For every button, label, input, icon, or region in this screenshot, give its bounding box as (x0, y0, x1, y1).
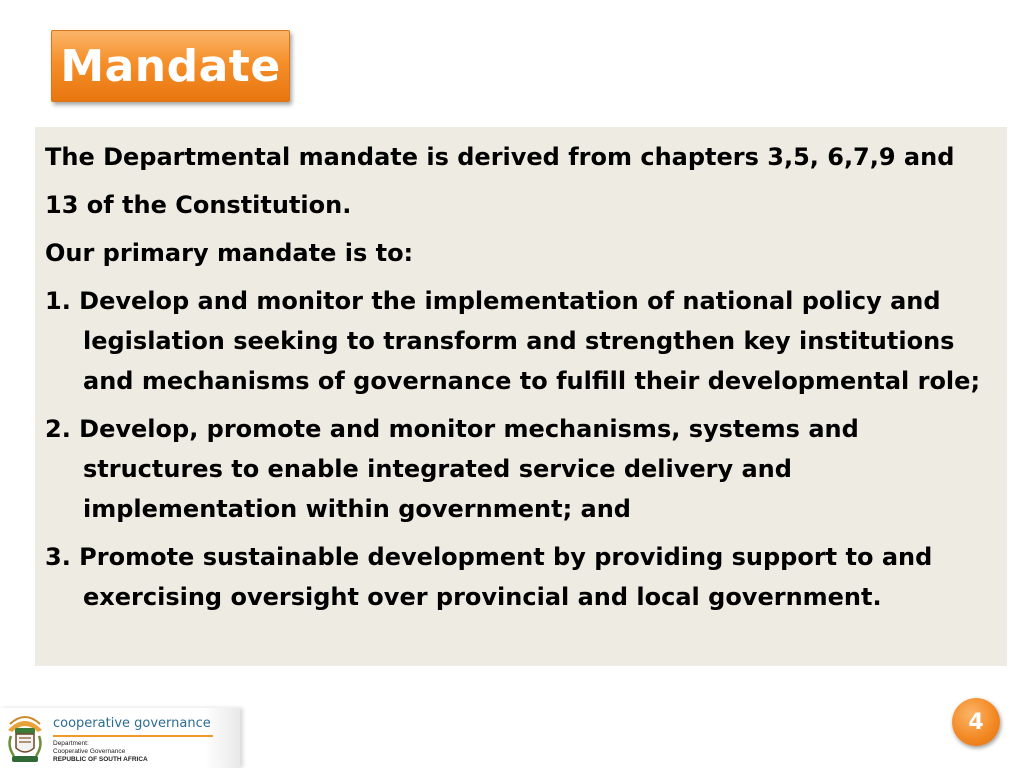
mandate-item-2: 2. Develop, promote and monitor mechanisms, systems and structures to enable integrated service delivery and implementation within government; and (45, 415, 859, 523)
intro-line-2: 13 of the Constitution. (45, 191, 352, 219)
logo-divider (53, 735, 213, 737)
mandate-lead: Our primary mandate is to: (45, 239, 414, 267)
logo-brand-text: cooperative governance (53, 716, 211, 731)
mandate-item-1: 1. Develop and monitor the implementation of national policy and legislation seeking to transform and strengthen key institutions and mechanisms of governance to fulfill their developmental role; (45, 287, 981, 395)
logo-subtitle (53, 740, 148, 764)
slide-title: Mandate (60, 40, 281, 92)
slide-title-box (51, 30, 290, 102)
logo-line-2: Cooperative Governance (53, 748, 126, 755)
intro-line-1: The Departmental mandate is derived from chapters 3,5, 6,7,9 and (45, 143, 955, 171)
mandate-content (35, 127, 1007, 666)
coat-of-arms-icon (2, 712, 48, 766)
logo-line-3: REPUBLIC OF SOUTH AFRICA (53, 756, 148, 763)
page-number-badge: 4 (952, 698, 1000, 746)
mandate-item-3: 3. Promote sustainable development by providing support to and exercising oversight over provincial and local government. (45, 543, 933, 611)
department-logo (0, 708, 240, 768)
logo-line-1: Department: (53, 740, 89, 747)
